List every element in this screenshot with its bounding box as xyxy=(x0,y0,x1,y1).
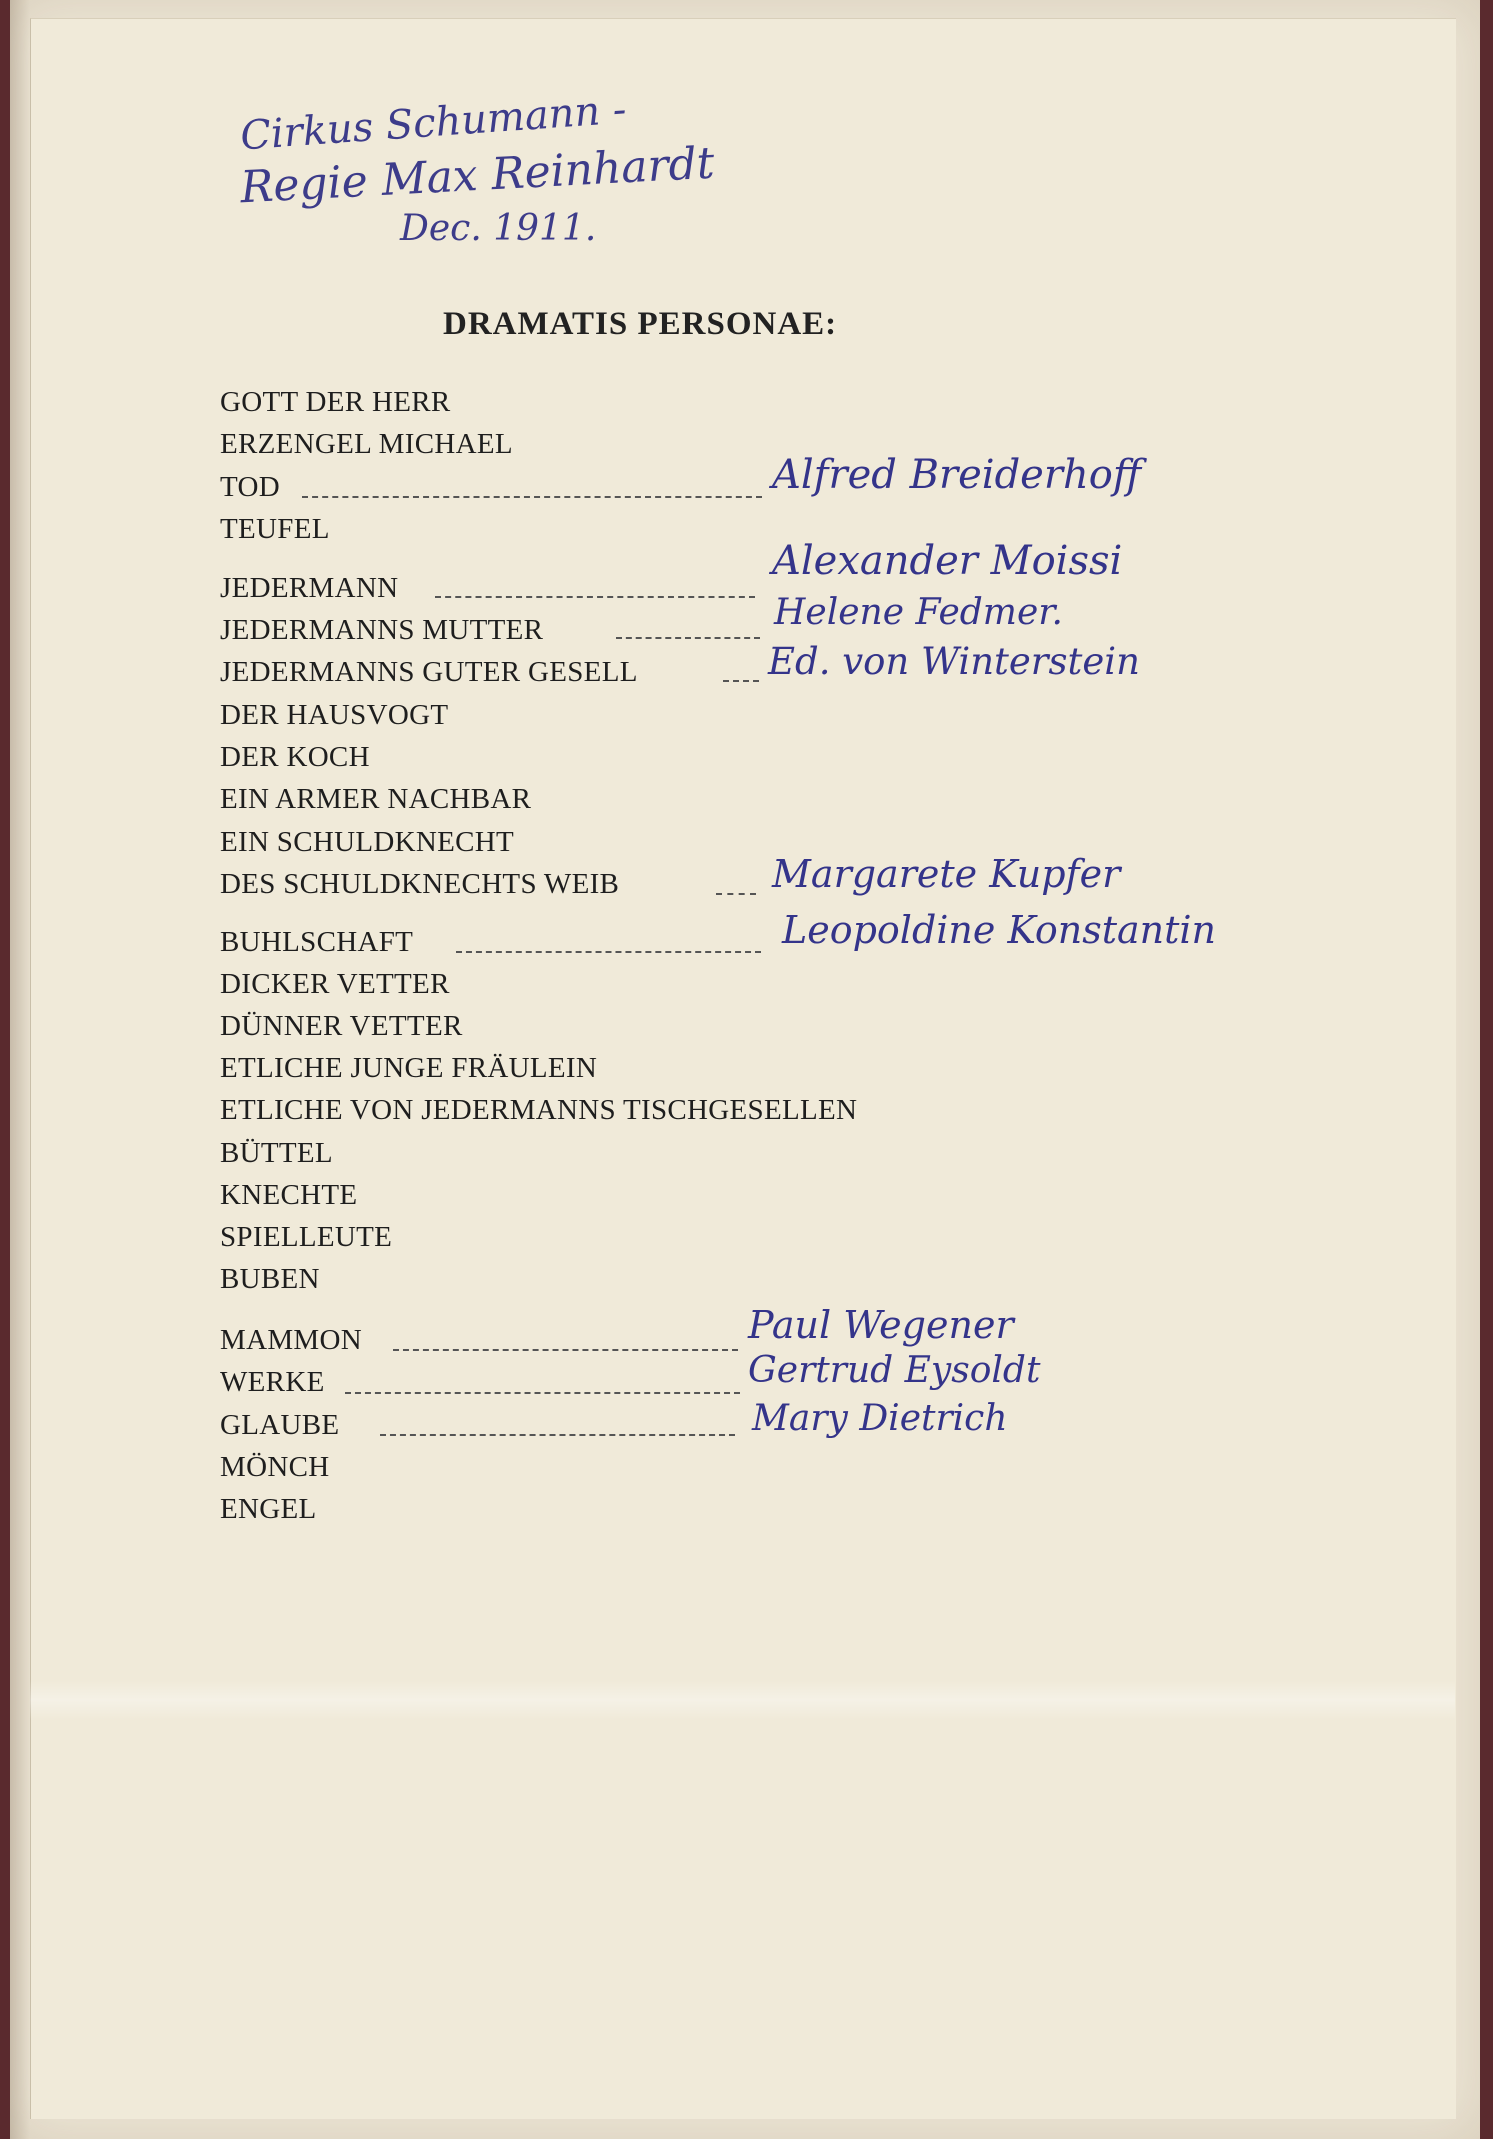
role-schuldknecht: EIN SCHULDKNECHT xyxy=(220,826,514,858)
role-gott: GOTT DER HERR xyxy=(220,386,451,418)
page-title: DRAMATIS PERSONAE: xyxy=(443,306,838,342)
role-weib: DES SCHULDKNECHTS WEIB xyxy=(220,868,620,900)
book-page xyxy=(10,0,1480,2139)
role-moench: MÖNCH xyxy=(220,1451,330,1483)
leader-dots xyxy=(723,680,759,682)
actor-glaube: Mary Dietrich xyxy=(752,1398,1008,1439)
role-nachbar: EIN ARMER NACHBAR xyxy=(220,783,532,815)
actor-tod: Alfred Breiderhoff xyxy=(772,452,1142,498)
actor-weib: Margarete Kupfer xyxy=(772,852,1121,896)
role-knechte: KNECHTE xyxy=(220,1179,358,1211)
leader-dots xyxy=(380,1434,735,1436)
role-teufel: TEUFEL xyxy=(220,513,330,545)
leader-dots xyxy=(616,637,760,639)
actor-mammon: Paul Wegener xyxy=(748,1303,1014,1347)
role-glaube: GLAUBE xyxy=(220,1409,340,1441)
role-buben: BUBEN xyxy=(220,1263,320,1295)
leader-dots xyxy=(302,496,762,498)
role-tischgesellen: ETLICHE VON JEDERMANNS TISCHGESELLEN xyxy=(220,1094,858,1126)
role-gesell: JEDERMANNS GUTER GESELL xyxy=(220,656,638,688)
role-hausvogt: DER HAUSVOGT xyxy=(220,699,449,731)
leader-dots xyxy=(456,951,761,953)
handwritten-note-line2: Regie Max Reinhardt xyxy=(238,137,716,214)
role-buhlschaft: BUHLSCHAFT xyxy=(220,926,414,958)
role-werke: WERKE xyxy=(220,1366,325,1398)
actor-jedermann: Alexander Moissi xyxy=(772,538,1123,584)
role-fraeulein: ETLICHE JUNGE FRÄULEIN xyxy=(220,1052,598,1084)
actor-buhlschaft: Leopoldine Konstantin xyxy=(782,908,1216,952)
role-dicker-vetter: DICKER VETTER xyxy=(220,968,450,1000)
role-spielleute: SPIELLEUTE xyxy=(220,1221,393,1253)
actor-werke: Gertrud Eysoldt xyxy=(748,1350,1041,1391)
role-buettel: BÜTTEL xyxy=(220,1137,333,1169)
role-duenner-vetter: DÜNNER VETTER xyxy=(220,1010,463,1042)
role-tod: TOD xyxy=(220,471,280,503)
role-mutter: JEDERMANNS MUTTER xyxy=(220,614,544,646)
leader-dots xyxy=(345,1392,740,1394)
role-engel: ENGEL xyxy=(220,1493,317,1525)
leader-dots xyxy=(393,1349,738,1351)
role-jedermann: JEDERMANN xyxy=(220,572,399,604)
actor-gesell: Ed. von Winterstein xyxy=(768,640,1140,683)
paper-fold xyxy=(30,1680,1455,1720)
handwritten-note-line1: Cirkus Schumann - xyxy=(238,86,628,160)
role-mammon: MAMMON xyxy=(220,1324,362,1356)
handwritten-note-line3: Dec. 1911. xyxy=(400,208,597,249)
leader-dots xyxy=(435,596,755,598)
leader-dots xyxy=(716,893,756,895)
role-michael: ERZENGEL MICHAEL xyxy=(220,428,513,460)
actor-mutter: Helene Fedmer. xyxy=(774,592,1063,633)
role-koch: DER KOCH xyxy=(220,741,370,773)
